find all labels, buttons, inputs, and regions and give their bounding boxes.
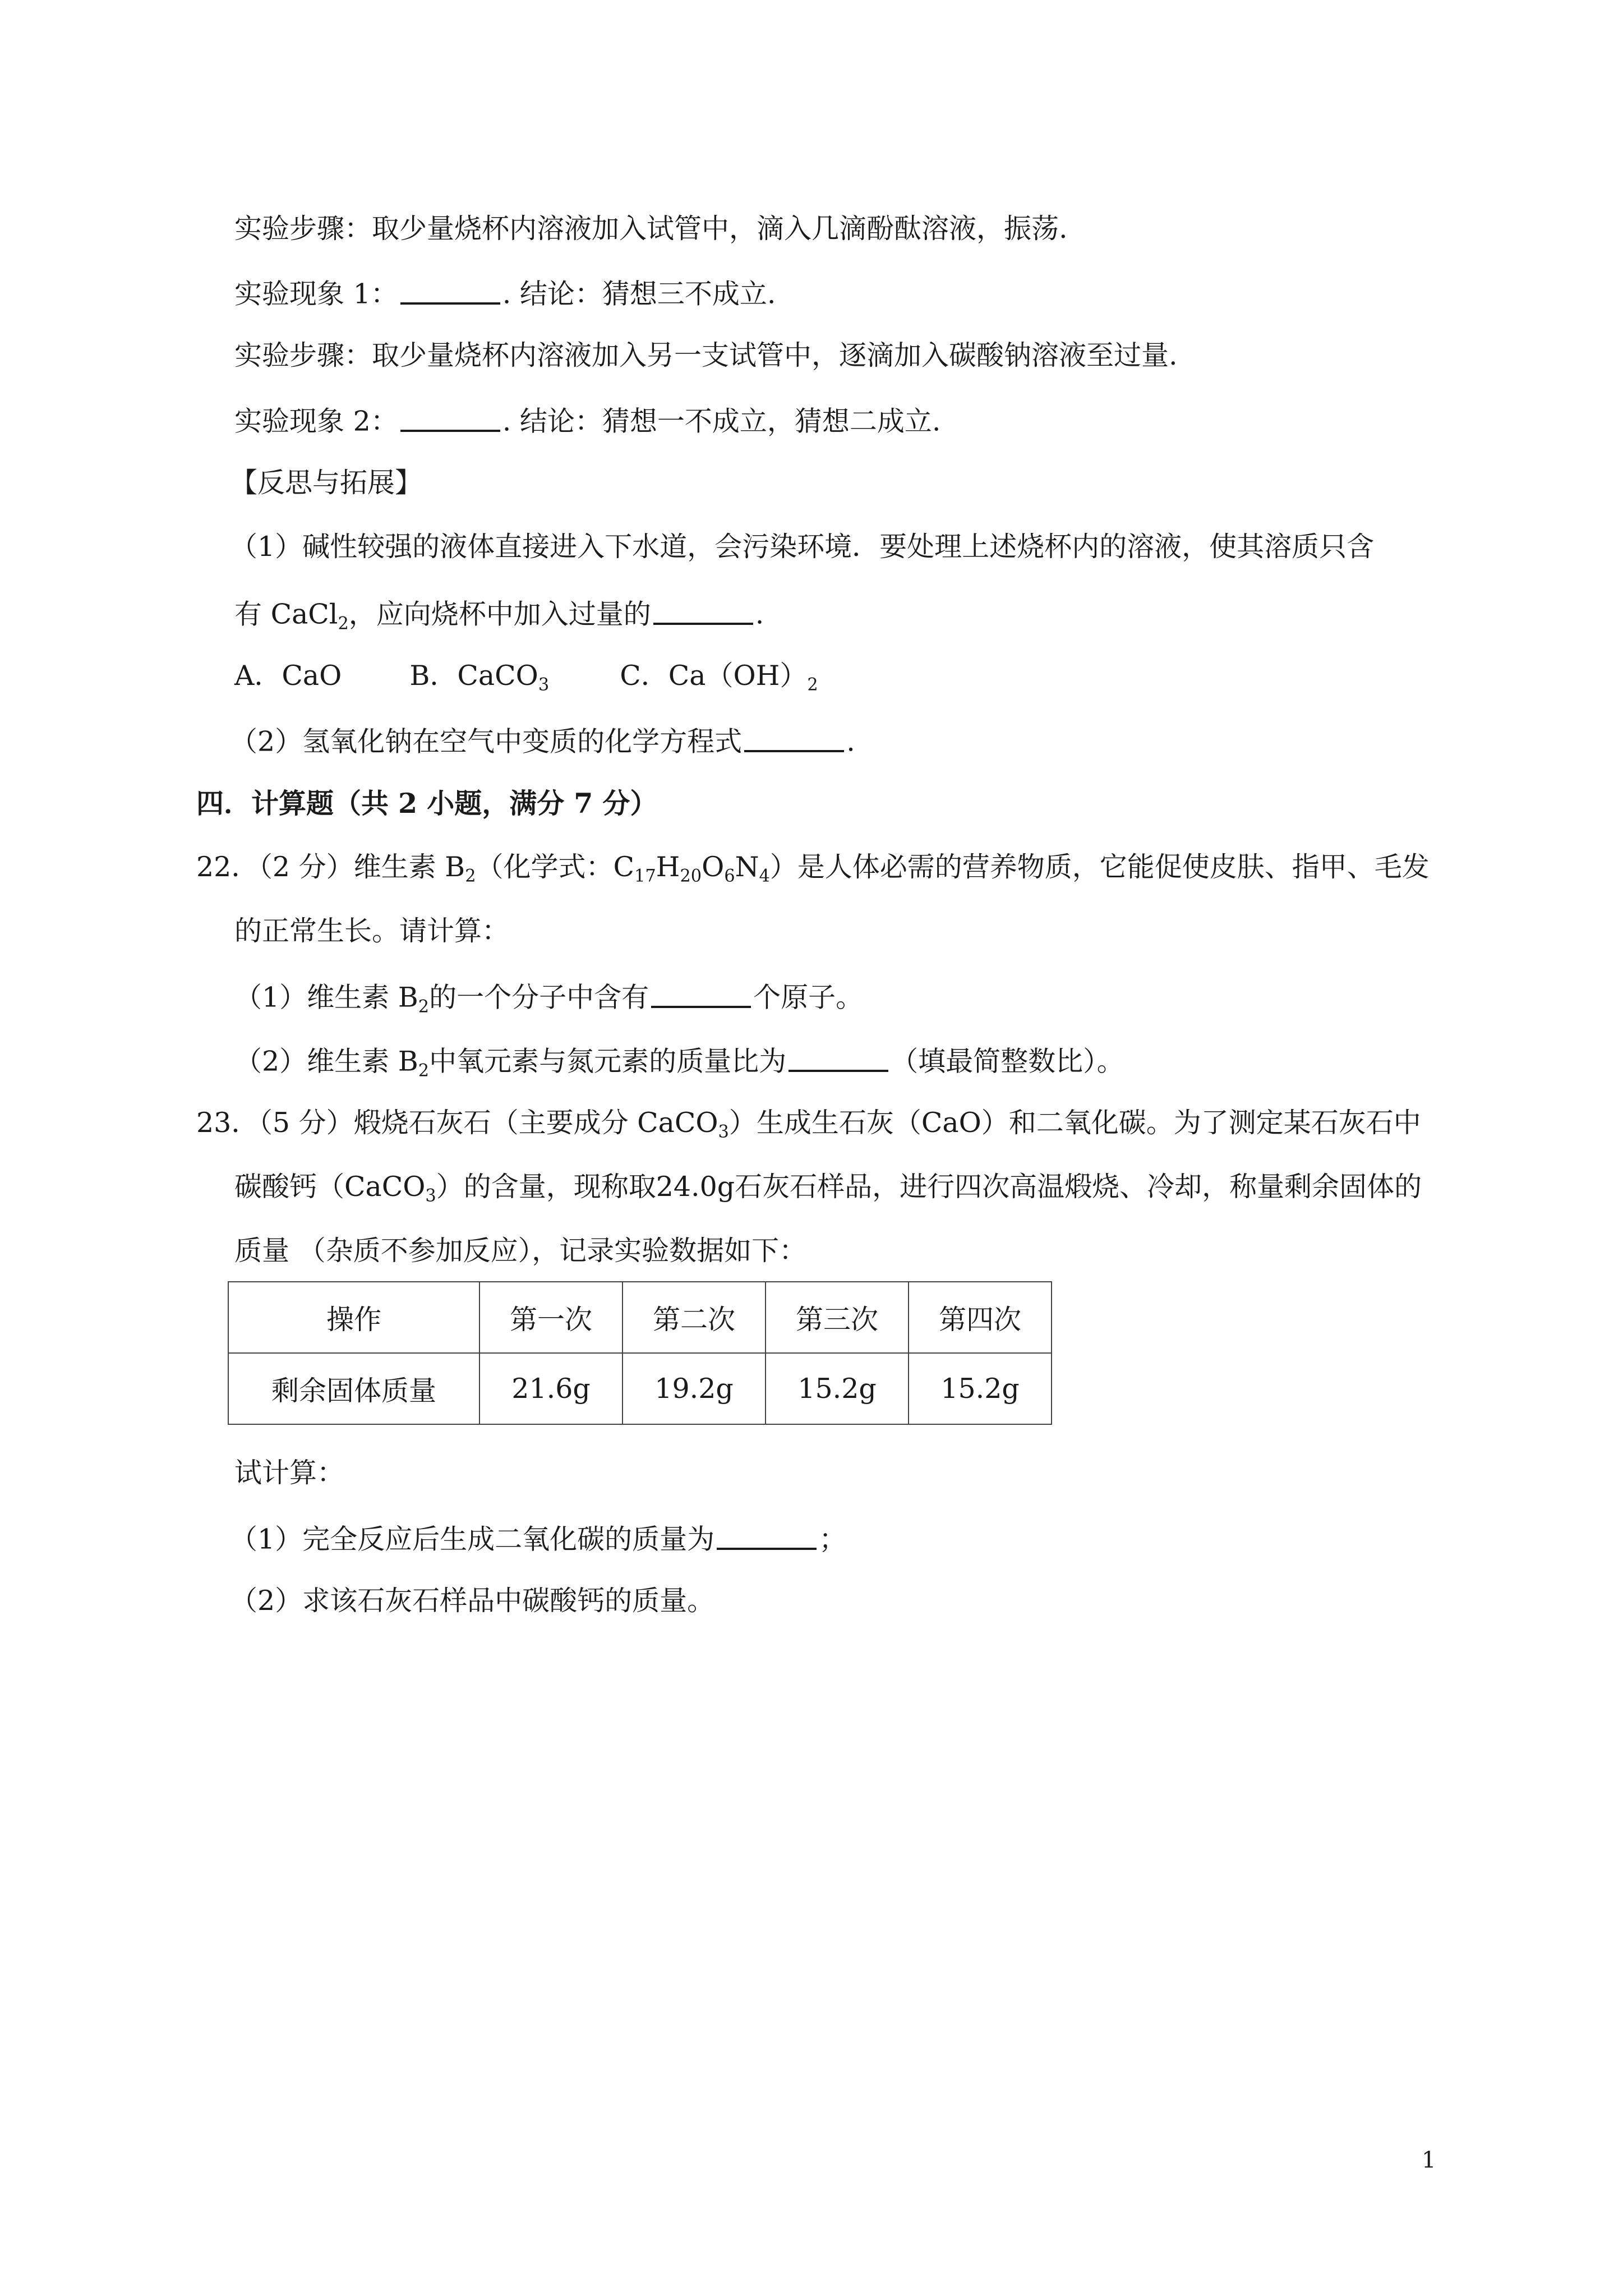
text: （1）完全反应后生成二氧化碳的质量为: [230, 1523, 715, 1556]
text: ；: [819, 1523, 847, 1556]
text: 个原子。: [753, 981, 864, 1014]
phenomenon-1-label: 实验现象 1：: [234, 278, 398, 310]
subscript: 2: [807, 675, 818, 695]
text: .: [846, 725, 855, 758]
page-number: 1: [1422, 2147, 1436, 2173]
phenomenon-2: [234, 405, 941, 438]
text: 碳酸钙（CaCO: [234, 1171, 426, 1203]
reflection-heading: 【反思与拓展】: [230, 467, 423, 499]
table-header-cell: 第一次: [479, 1282, 623, 1353]
answer-blank: [717, 1523, 817, 1550]
question-1-line-2: [234, 598, 764, 634]
question-22-part-2: [234, 1045, 1124, 1081]
section-heading: 四．计算题（共 2 小题，满分 7 分）: [196, 787, 658, 820]
phenomenon-1: [234, 278, 776, 308]
text: ）是人体必需的营养物质，它能促使皮肤、指甲、毛发: [769, 851, 1430, 883]
table-row: [228, 1353, 1052, 1424]
option-c: [620, 660, 818, 695]
subscript: 2: [418, 1061, 430, 1081]
text: B．CaCO: [409, 660, 538, 692]
subscript: 6: [724, 866, 735, 886]
try-calculate: 试计算：: [234, 1457, 345, 1489]
table-header-row: [228, 1282, 1052, 1353]
subscript: 3: [538, 675, 550, 695]
answer-blank: [400, 405, 500, 432]
text: ，应向烧杯中加入过量的: [348, 598, 651, 631]
text: （2）氢氧化钠在空气中变质的化学方程式: [230, 725, 743, 758]
text: 23．（5 分）煅烧石灰石（主要成分 CaCO: [196, 1107, 718, 1139]
question-22-line-2: 的正常生长。请计算：: [234, 915, 510, 947]
table-cell: 15.2g: [766, 1353, 909, 1424]
text: （2）维生素 B: [234, 1045, 418, 1078]
subscript: 4: [759, 866, 770, 886]
table-header-cell: 第四次: [909, 1282, 1052, 1353]
question-23-line-1: [196, 1107, 1421, 1142]
phenomenon-2-label: 实验现象 2：: [234, 405, 398, 438]
table-cell: 19.2g: [623, 1353, 766, 1424]
text: ）生成生石灰（CaO）和二氧化碳。为了测定某石灰石中: [728, 1107, 1421, 1139]
subscript: 2: [418, 997, 430, 1017]
subscript: 2: [465, 866, 476, 886]
subscript: 3: [425, 1186, 436, 1206]
question-1-line-1: （1）碱性较强的液体直接进入下水道，会污染环境．要处理上述烧杯内的溶液，使其溶质只含: [230, 531, 1375, 563]
text: 的一个分子中含有: [429, 981, 649, 1014]
answer-blank: [653, 598, 753, 625]
text: N: [735, 851, 759, 883]
phenomenon-2-conclusion: . 结论：猜想一不成立，猜想二成立.: [502, 405, 941, 438]
question-23-part-2: （2）求该石灰石样品中碳酸钙的质量。: [230, 1585, 715, 1617]
experiment-step-1: 实验步骤：取少量烧杯内溶液加入试管中，滴入几滴酚酞溶液，振荡.: [234, 213, 1068, 245]
text: 22．（2 分）维生素 B: [196, 851, 465, 883]
text: H: [656, 851, 680, 883]
answer-blank: [400, 278, 500, 305]
text: ）的含量，现称取24.0g石灰石样品，进行四次高温煅烧、冷却，称量剩余固体的: [436, 1171, 1422, 1203]
question-22-line-1: [196, 851, 1430, 886]
table-header-cell: 第二次: [623, 1282, 766, 1353]
table-cell: 15.2g: [909, 1353, 1052, 1424]
text: （填最简整数比）。: [891, 1045, 1124, 1078]
subscript: 20: [680, 866, 702, 886]
subscript: 2: [338, 614, 349, 634]
answer-blank: [651, 981, 751, 1008]
data-table: [228, 1281, 1052, 1425]
text: .: [755, 598, 764, 631]
question-23-part-1: [230, 1523, 847, 1556]
table-header-cell: 操作: [228, 1282, 479, 1353]
option-a: A．CaO: [234, 660, 342, 692]
text: 有 CaCl: [234, 598, 338, 631]
subscript: 17: [634, 866, 656, 886]
text: C．Ca（OH）: [620, 660, 808, 692]
text: （化学式：C: [476, 851, 635, 883]
question-23-line-2: [234, 1171, 1422, 1206]
answer-blank: [744, 725, 844, 752]
option-b: [409, 660, 550, 695]
experiment-step-2: 实验步骤：取少量烧杯内溶液加入另一支试管中，逐滴加入碳酸钠溶液至过量.: [234, 339, 1178, 371]
question-22-part-1: [234, 981, 864, 1017]
text: 中氧元素与氮元素的质量比为: [429, 1045, 787, 1078]
answer-blank: [789, 1045, 888, 1072]
phenomenon-1-conclusion: . 结论：猜想三不成立.: [502, 278, 776, 310]
table-row-label: 剩余固体质量: [228, 1353, 479, 1424]
subscript: 3: [718, 1122, 729, 1142]
options-line: [234, 660, 818, 695]
text: O: [702, 851, 725, 883]
table-header-cell: 第三次: [766, 1282, 909, 1353]
question-23-line-3: 质量 （杂质不参加反应），记录实验数据如下：: [234, 1235, 807, 1267]
table-cell: 21.6g: [479, 1353, 623, 1424]
question-2: [230, 725, 855, 756]
text: （1）维生素 B: [234, 981, 418, 1014]
